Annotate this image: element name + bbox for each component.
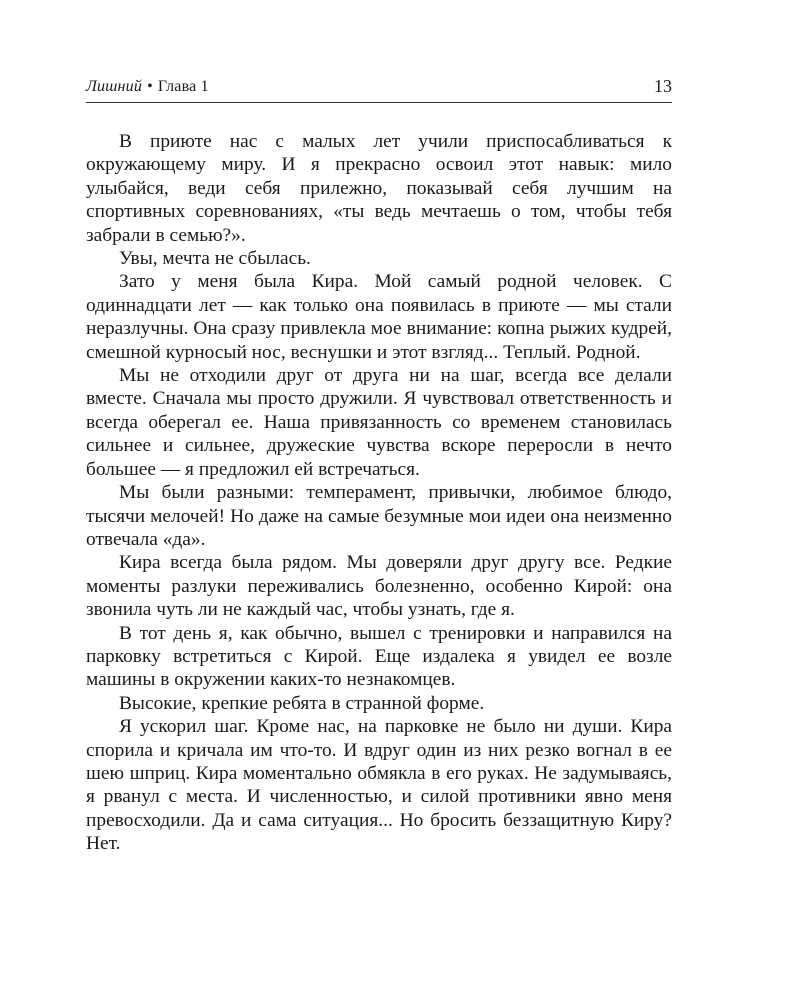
book-title: Лишний	[86, 78, 143, 95]
paragraph: В приюте нас с малых лет учили приспосабливаться к окружающему миру. И я прекрасно освоил этот навык: мило улыбайся, веди себя прилежно, показывай себя лучшим на спортивных соревнованиях, «ты ведь мечтаешь о том, чтобы тебя забрали в семью?».	[86, 131, 672, 246]
paragraph: Кира всегда была рядом. Мы доверяли друг другу все. Редкие моменты разлуки переживались болезненно, особенно Кирой: она звонила чуть ли не каждый час, чтобы узнать, где я.	[86, 552, 672, 621]
paragraph: Мы были разными: темперамент, привычки, любимое блюдо, тысячи мелочей! Но даже на самые безумные мои идеи она неизменно отвечала «да».	[86, 482, 672, 550]
page-number: 13	[654, 76, 672, 96]
running-head	[86, 78, 209, 96]
paragraph: Я ускорил шаг. Кроме нас, на парковке не было ни души. Кира спорила и кричала им что-то. И вдруг один из них резко вогнал в ее шею шприц. Кира моментально обмякла в его руках. Не задумываясь, я рванул с места. И численностью, и силой противники явно меня превосходили. Да и сама ситуация... Но бросить беззащитную Киру? Нет.	[86, 716, 672, 855]
page-header	[86, 74, 672, 104]
header-separator: •	[147, 78, 153, 95]
paragraph: Увы, мечта не сбылась.	[119, 248, 311, 270]
paragraph: Мы не отходили друг от друга ни на шаг, всегда все делали вместе. Сначала мы просто дружили. Я чувствовал ответственность и всегда оберегал ее. Наша привязанность со временем становилась сильнее и сильнее, дружеские чувства вскоре переросли в нечто большее — я предложил ей встречаться.	[86, 365, 672, 480]
paragraph: В тот день я, как обычно, вышел с тренировки и направился на парковку встретиться с Кирой. Еще издалека я увидел ее возле машины в окружении каких-то незнакомцев.	[86, 622, 672, 691]
header-rule	[86, 102, 672, 103]
chapter-label: Глава 1	[157, 78, 209, 95]
paragraph: Высокие, крепкие ребята в странной форме.	[119, 692, 485, 714]
chapter-body	[86, 130, 672, 856]
paragraph: Зато у меня была Кира. Мой самый родной человек. С одиннадцати лет — как только она появилась в приюте — мы стали неразлучны. Она сразу привлекла мое внимание: копна рыжих кудрей, смешной курносый нос, веснушки и этот взгляд... Теплый. Родной.	[86, 271, 672, 363]
